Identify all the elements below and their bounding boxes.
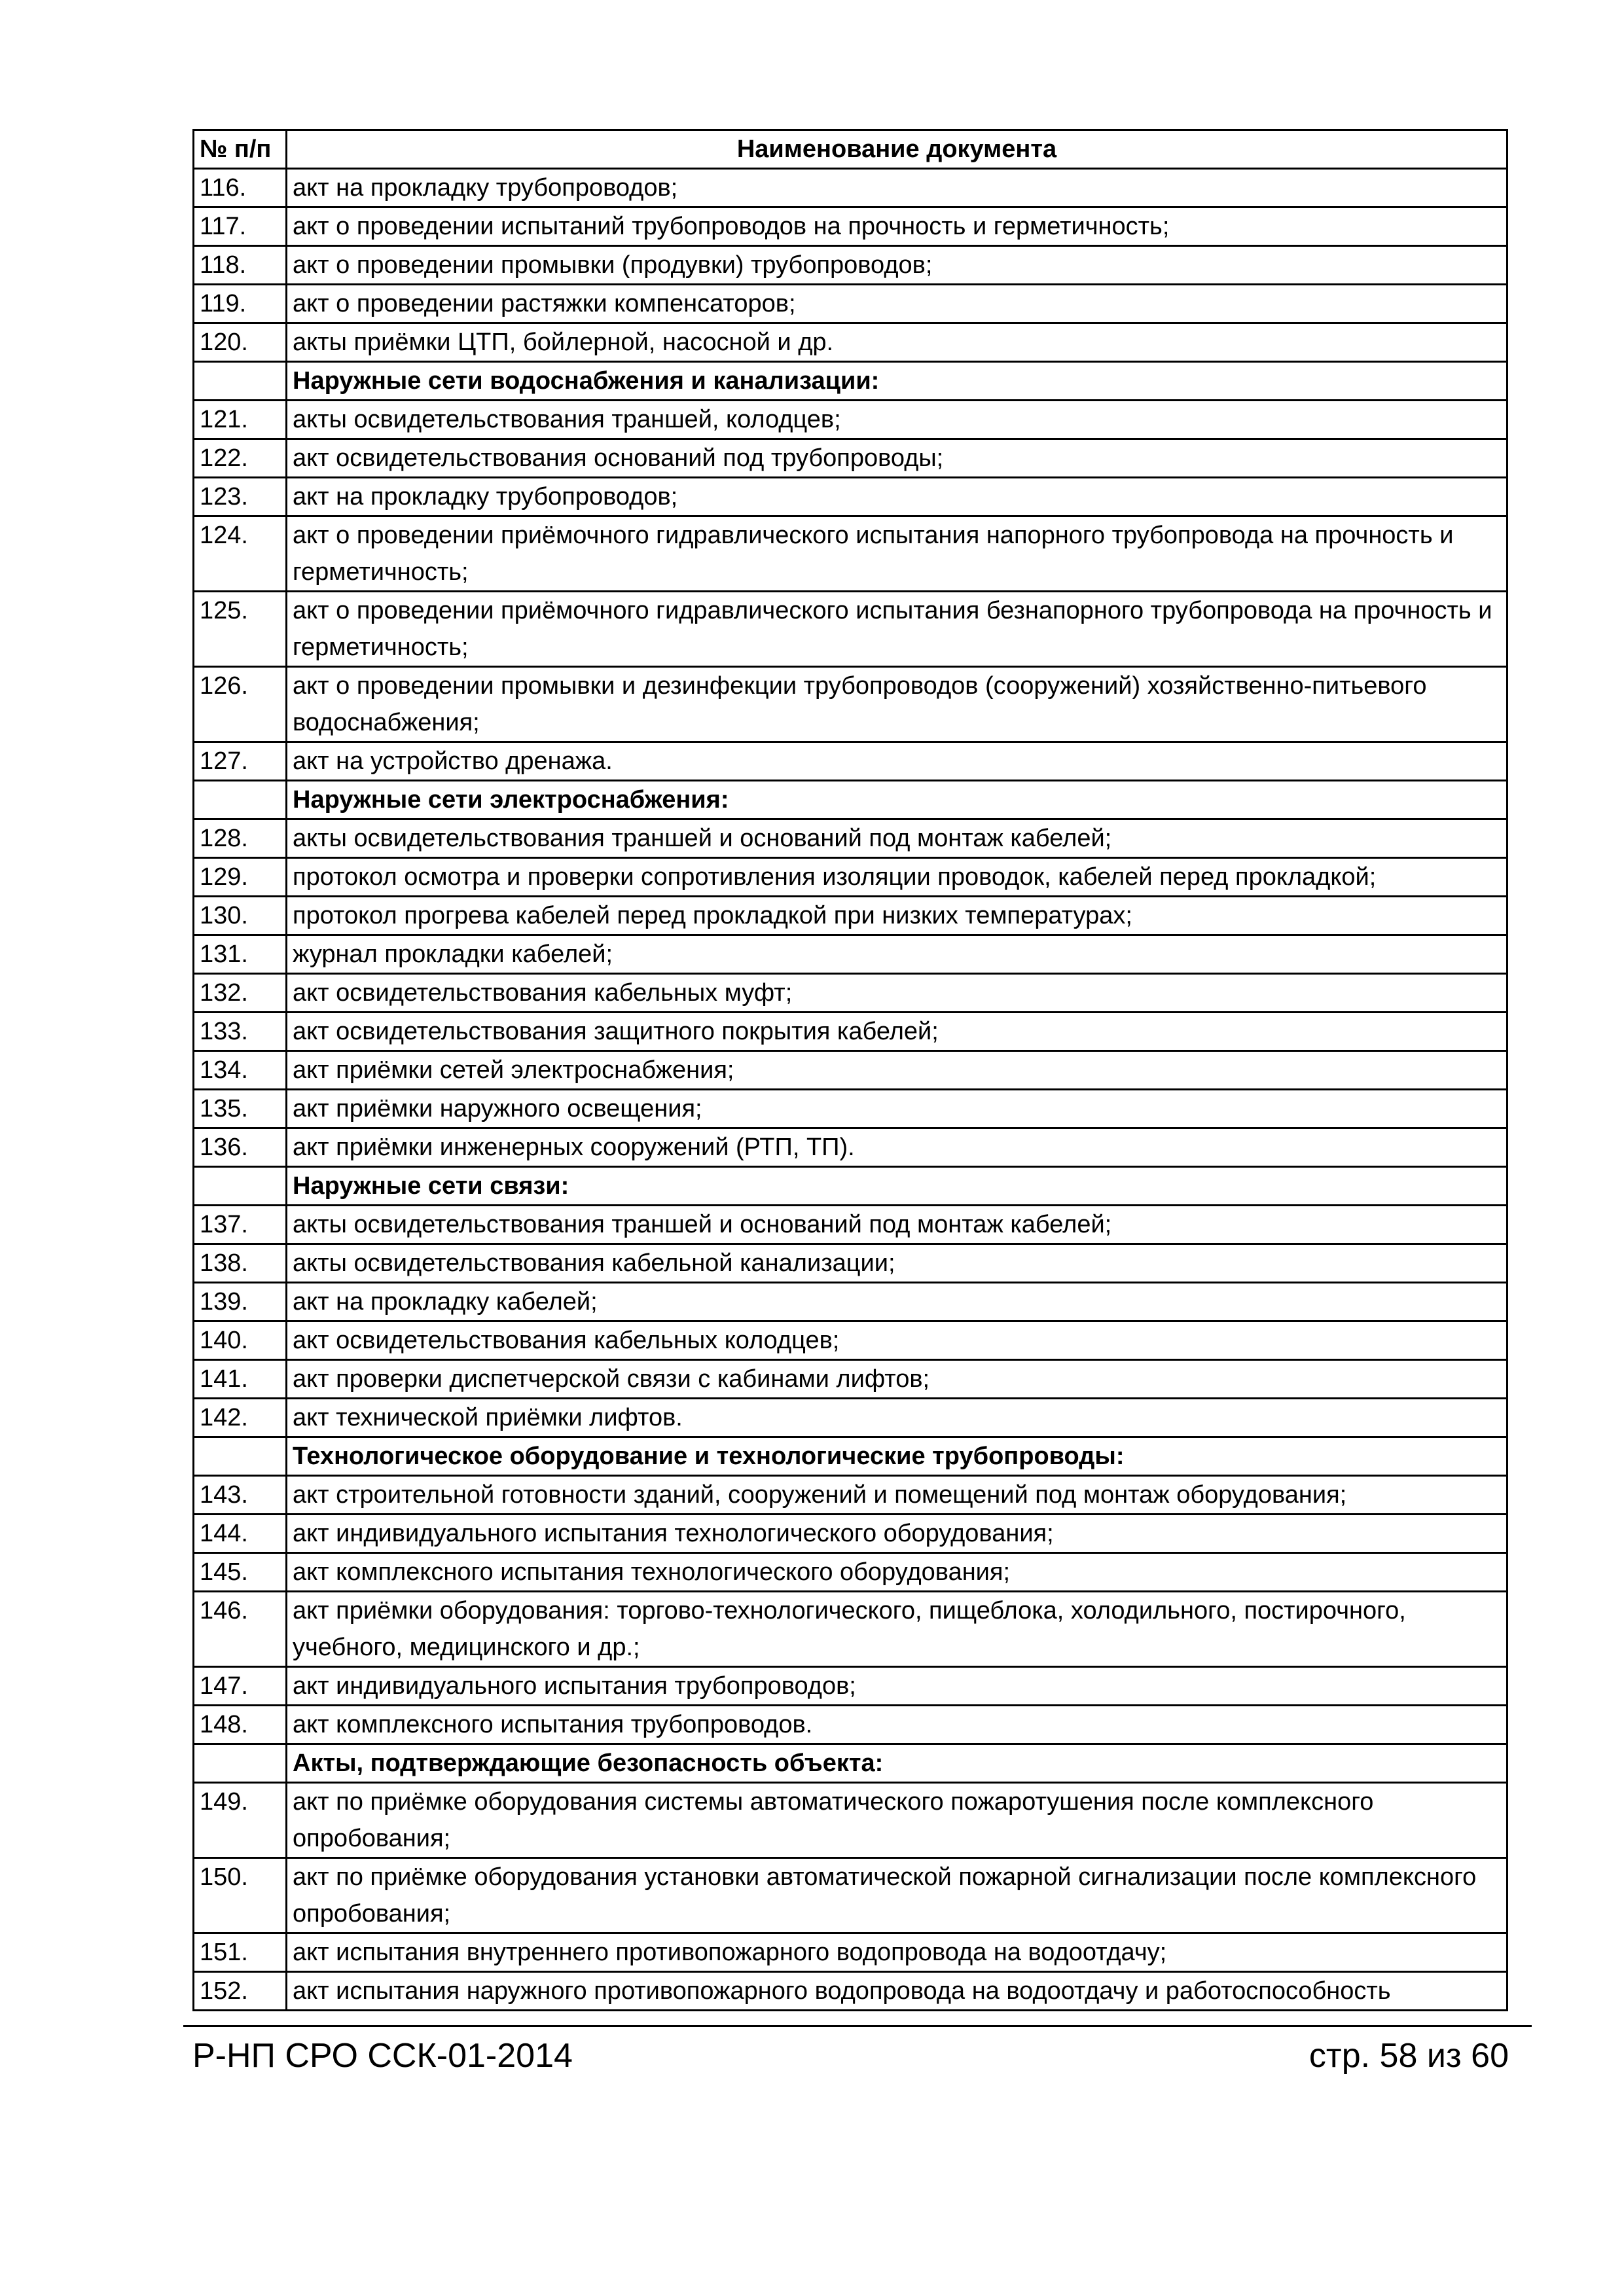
document-name: акт освидетельствования кабельных муфт;: [287, 974, 1507, 1013]
document-name: акты освидетельствования траншей, колодцев;: [287, 401, 1507, 439]
table-row: [194, 1128, 1507, 1167]
table-row: [194, 401, 1507, 439]
row-number: 120.: [194, 323, 287, 362]
row-number: 121.: [194, 401, 287, 439]
row-number: 145.: [194, 1553, 287, 1592]
document-name: акт проверки диспетчерской связи с кабинами лифтов;: [287, 1360, 1507, 1399]
row-number: 150.: [194, 1858, 287, 1933]
section-header-row: [194, 1437, 1507, 1476]
document-name: акт освидетельствования оснований под трубопроводы;: [287, 439, 1507, 478]
row-number: 138.: [194, 1244, 287, 1283]
row-number: 122.: [194, 439, 287, 478]
table-row: [194, 1360, 1507, 1399]
row-number: 149.: [194, 1783, 287, 1858]
row-number: 130.: [194, 897, 287, 935]
table-row: [194, 1706, 1507, 1744]
row-number: 139.: [194, 1283, 287, 1321]
footer-page-number: стр. 58 из 60: [1308, 2037, 1509, 2075]
table-row: [194, 935, 1507, 974]
row-number: 124.: [194, 516, 287, 592]
row-number: 131.: [194, 935, 287, 974]
row-number: [194, 1744, 287, 1783]
document-name: акт приёмки сетей электроснабжения;: [287, 1051, 1507, 1090]
table-row: [194, 1051, 1507, 1090]
row-number: 141.: [194, 1360, 287, 1399]
document-name: акт на прокладку кабелей;: [287, 1283, 1507, 1321]
table-row: [194, 1515, 1507, 1553]
document-name: акт индивидуального испытания технологического оборудования;: [287, 1515, 1507, 1553]
row-number: 143.: [194, 1476, 287, 1515]
document-name: протокол прогрева кабелей перед прокладкой при низких температурах;: [287, 897, 1507, 935]
table-row: [194, 207, 1507, 246]
document-name: акт освидетельствования защитного покрытия кабелей;: [287, 1013, 1507, 1051]
table-row: [194, 478, 1507, 516]
section-header-row: [194, 1744, 1507, 1783]
table-row: [194, 1476, 1507, 1515]
document-name: протокол осмотра и проверки сопротивления изоляции проводок, кабелей перед прокладкой;: [287, 858, 1507, 897]
row-number: 119.: [194, 285, 287, 323]
row-number: 152.: [194, 1972, 287, 2011]
section-header-row: [194, 362, 1507, 401]
document-name: акт испытания внутреннего противопожарного водопровода на водоотдачу;: [287, 1933, 1507, 1972]
table-row: [194, 1933, 1507, 1972]
row-number: 147.: [194, 1667, 287, 1706]
row-number: [194, 1437, 287, 1476]
section-title: Технологическое оборудование и технологические трубопроводы:: [287, 1437, 1507, 1476]
document-name: акт о проведении промывки и дезинфекции трубопроводов (сооружений) хозяйственно-питьевого водоснабжения;: [287, 667, 1507, 742]
document-name: акт о проведении приёмочного гидравлического испытания напорного трубопровода на прочность и герметичность;: [287, 516, 1507, 592]
document-name: акт комплексного испытания технологического оборудования;: [287, 1553, 1507, 1592]
document-name: акт о проведении растяжки компенсаторов;: [287, 285, 1507, 323]
row-number: [194, 781, 287, 819]
row-number: 146.: [194, 1592, 287, 1667]
table-row: [194, 974, 1507, 1013]
row-number: 118.: [194, 246, 287, 285]
row-number: 126.: [194, 667, 287, 742]
table-row: [194, 169, 1507, 207]
row-number: 144.: [194, 1515, 287, 1553]
table-row: [194, 1321, 1507, 1360]
document-name: акты приёмки ЦТП, бойлерной, насосной и др.: [287, 323, 1507, 362]
document-name: акт на прокладку трубопроводов;: [287, 169, 1507, 207]
row-number: 132.: [194, 974, 287, 1013]
table-row: [194, 1667, 1507, 1706]
table-row: [194, 439, 1507, 478]
document-name: акт на прокладку трубопроводов;: [287, 478, 1507, 516]
table-row: [194, 1592, 1507, 1667]
document-name: акт приёмки инженерных сооружений (РТП, ТП).: [287, 1128, 1507, 1167]
section-title: Акты, подтверждающие безопасность объекта:: [287, 1744, 1507, 1783]
document-name: акт на устройство дренажа.: [287, 742, 1507, 781]
row-number: 151.: [194, 1933, 287, 1972]
document-name: акт по приёмке оборудования установки автоматической пожарной сигнализации после комплексного опробования;: [287, 1858, 1507, 1933]
table-row: [194, 323, 1507, 362]
document-name: акт технической приёмки лифтов.: [287, 1399, 1507, 1437]
document-name: акт испытания наружного противопожарного водопровода на водоотдачу и работоспособность: [287, 1972, 1507, 2011]
table-row: [194, 516, 1507, 592]
table-row: [194, 592, 1507, 667]
row-number: 123.: [194, 478, 287, 516]
document-name: акт приёмки наружного освещения;: [287, 1090, 1507, 1128]
column-header-number: № п/п: [194, 130, 287, 169]
column-header-document-name: Наименование документа: [287, 130, 1507, 169]
table-row: [194, 1283, 1507, 1321]
table-row: [194, 742, 1507, 781]
table-row: [194, 1244, 1507, 1283]
section-header-row: [194, 1167, 1507, 1206]
row-number: [194, 362, 287, 401]
table-row: [194, 1090, 1507, 1128]
row-number: 117.: [194, 207, 287, 246]
document-name: акт о проведении приёмочного гидравлического испытания безнапорного трубопровода на прочность и герметичность;: [287, 592, 1507, 667]
section-title: Наружные сети связи:: [287, 1167, 1507, 1206]
document-name: журнал прокладки кабелей;: [287, 935, 1507, 974]
row-number: 127.: [194, 742, 287, 781]
row-number: 136.: [194, 1128, 287, 1167]
table-row: [194, 285, 1507, 323]
document-name: акт строительной готовности зданий, сооружений и помещений под монтаж оборудования;: [287, 1476, 1507, 1515]
table-row: [194, 1399, 1507, 1437]
row-number: [194, 1167, 287, 1206]
table-row: [194, 897, 1507, 935]
row-number: 125.: [194, 592, 287, 667]
row-number: 148.: [194, 1706, 287, 1744]
footer-document-code: Р-НП СРО ССК-01-2014: [192, 2037, 573, 2075]
row-number: 135.: [194, 1090, 287, 1128]
table-row: [194, 1783, 1507, 1858]
table-row: [194, 858, 1507, 897]
document-name: акт приёмки оборудования: торгово-технологического, пищеблока, холодильного, постирочного, учебного, медицинского и др.;: [287, 1592, 1507, 1667]
table-row: [194, 246, 1507, 285]
row-number: 129.: [194, 858, 287, 897]
document-name: акты освидетельствования траншей и оснований под монтаж кабелей;: [287, 1206, 1507, 1244]
table-row: [194, 1013, 1507, 1051]
document-name: акт по приёмке оборудования системы автоматического пожаротушения после комплексного опробования;: [287, 1783, 1507, 1858]
document-table: [192, 129, 1508, 2011]
row-number: 128.: [194, 819, 287, 858]
row-number: 116.: [194, 169, 287, 207]
document-name: акты освидетельствования траншей и оснований под монтаж кабелей;: [287, 819, 1507, 858]
table-row: [194, 1858, 1507, 1933]
section-title: Наружные сети электроснабжения:: [287, 781, 1507, 819]
row-number: 137.: [194, 1206, 287, 1244]
row-number: 133.: [194, 1013, 287, 1051]
table-row: [194, 1972, 1507, 2011]
table-row: [194, 1553, 1507, 1592]
row-number: 134.: [194, 1051, 287, 1090]
document-name: акт комплексного испытания трубопроводов.: [287, 1706, 1507, 1744]
document-name: акты освидетельствования кабельной канализации;: [287, 1244, 1507, 1283]
table-row: [194, 1206, 1507, 1244]
section-header-row: [194, 781, 1507, 819]
row-number: 142.: [194, 1399, 287, 1437]
footer-divider: [183, 2025, 1532, 2027]
table-row: [194, 819, 1507, 858]
table-header-row: [194, 130, 1507, 169]
document-name: акт о проведении испытаний трубопроводов на прочность и герметичность;: [287, 207, 1507, 246]
section-title: Наружные сети водоснабжения и канализации:: [287, 362, 1507, 401]
document-name: акт индивидуального испытания трубопроводов;: [287, 1667, 1507, 1706]
document-name: акт о проведении промывки (продувки) трубопроводов;: [287, 246, 1507, 285]
row-number: 140.: [194, 1321, 287, 1360]
table-row: [194, 667, 1507, 742]
document-name: акт освидетельствования кабельных колодцев;: [287, 1321, 1507, 1360]
